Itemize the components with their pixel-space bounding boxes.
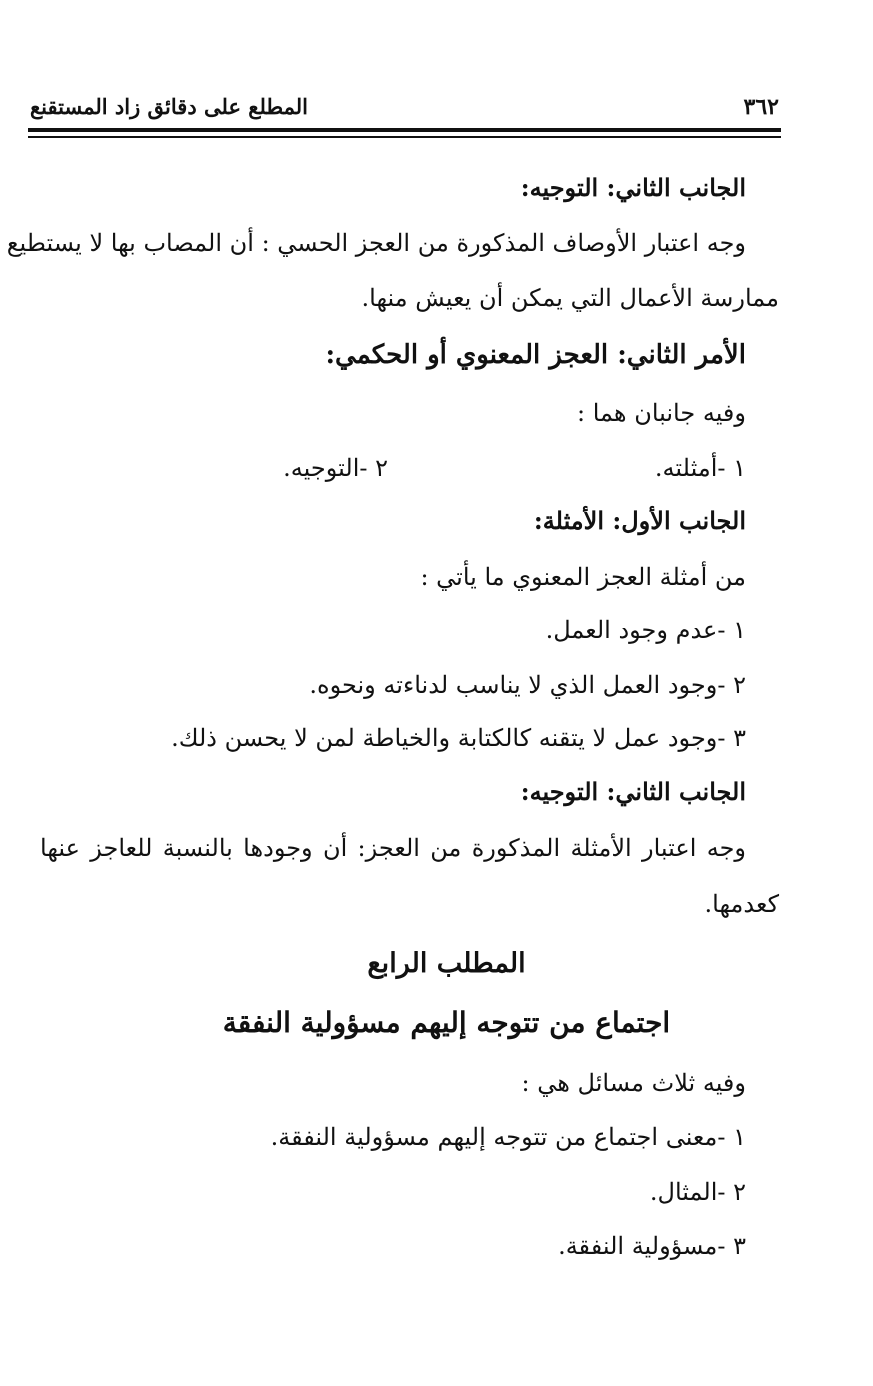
paragraph-line: كعدمها. (704, 890, 779, 918)
paragraph-line: ممارسة الأعمال التي يمكن أن يعيش منها. (361, 284, 779, 312)
section-subtitle: اجتماع من تتوجه إليهم مسؤولية النفقة (222, 1006, 671, 1039)
paragraph-line: وفيه ثلاث مسائل هي : (521, 1069, 746, 1097)
list-item: ٣ -وجود عمل لا يتقنه كالكتابة والخياطة لمن لا يحسن ذلك. (171, 724, 746, 752)
book-title: المطلع على دقائق زاد المستقنع (30, 94, 309, 119)
header-rule-thin (28, 136, 781, 138)
list-item: ٢ -المثال. (649, 1178, 746, 1206)
header-rule-thick (28, 128, 781, 132)
list-item: ٣ -مسؤولية النفقة. (558, 1232, 746, 1260)
list-item: ٢ -وجود العمل الذي لا يناسب لدناءته ونحوه. (309, 671, 746, 699)
subheading: الجانب الأول: الأمثلة: (533, 506, 746, 535)
paragraph-line: وجه اعتبار الأمثلة المذكورة من العجز: أن وجودها بالنسبة للعاجز عنها (40, 834, 746, 862)
heading: الأمر الثاني: العجز المعنوي أو الحكمي: (325, 340, 746, 370)
page-number: ٣٦٢ (743, 94, 779, 120)
section-title: المطلب الرابع (367, 948, 526, 979)
list-item: ٢ -التوجيه. (283, 454, 388, 482)
list-item: ١ -عدم وجود العمل. (545, 616, 746, 644)
paragraph-line: وفيه جانبان هما : (577, 399, 746, 427)
subheading: الجانب الثاني: التوجيه: (520, 173, 746, 202)
paragraph-line: من أمثلة العجز المعنوي ما يأتي : (420, 563, 746, 591)
paragraph-line: وجه اعتبار الأوصاف المذكورة من العجز الحسي : أن المصاب بها لا يستطيع (6, 229, 746, 257)
running-header (30, 94, 779, 124)
subheading: الجانب الثاني: التوجيه: (520, 777, 746, 806)
list-item: ١ -معنى اجتماع من تتوجه إليهم مسؤولية النفقة. (270, 1123, 746, 1151)
list-item: ١ -أمثلته. (654, 454, 746, 482)
